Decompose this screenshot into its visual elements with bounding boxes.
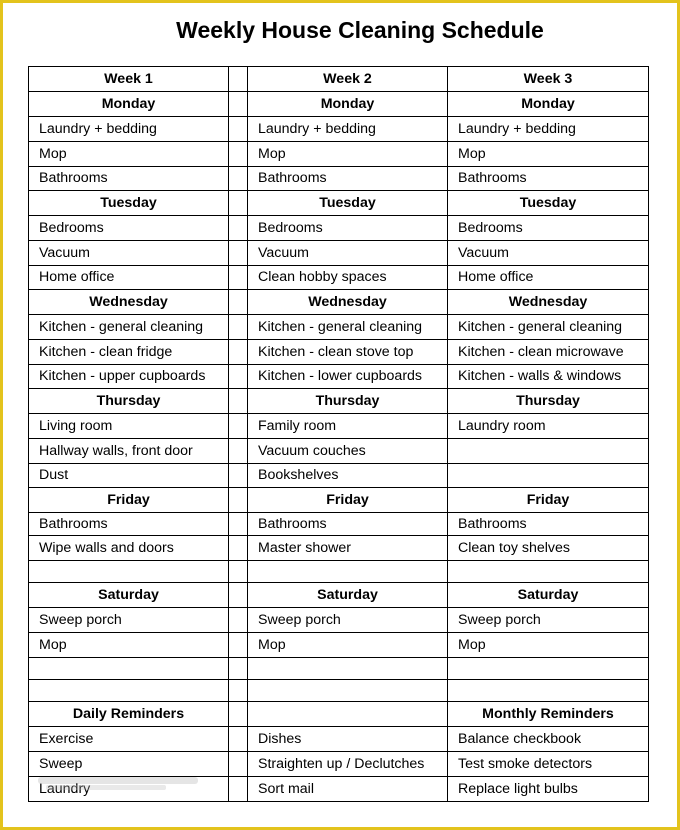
week1-cell: Friday: [29, 488, 229, 513]
gap-cell: [229, 658, 248, 680]
week1-cell: Hallway walls, front door: [29, 439, 229, 464]
table-header-row: [29, 702, 649, 727]
table-row: [29, 633, 649, 658]
week3-cell: Home office: [448, 266, 649, 290]
table-header-row: [29, 290, 649, 315]
table-row: [29, 777, 649, 802]
gap-cell: [229, 680, 248, 702]
week2-cell: Laundry + bedding: [248, 117, 448, 142]
week2-cell: Saturday: [248, 583, 448, 608]
week2-cell: Dishes: [248, 727, 448, 752]
week2-cell: Bookshelves: [248, 464, 448, 488]
gap-cell: [229, 241, 248, 266]
week3-cell: Mop: [448, 633, 649, 658]
week2-cell: Kitchen - clean stove top: [248, 340, 448, 365]
week2-cell: Straighten up / Declutches: [248, 752, 448, 777]
gap-cell: [229, 92, 248, 117]
week2-cell: Sweep porch: [248, 608, 448, 633]
week1-cell: Daily Reminders: [29, 702, 229, 727]
table-header-row: [29, 67, 649, 92]
week1-cell: Laundry + bedding: [29, 117, 229, 142]
gap-cell: [229, 536, 248, 561]
gap-cell: [229, 464, 248, 488]
week2-cell: Kitchen - general cleaning: [248, 315, 448, 340]
week1-cell: Kitchen - general cleaning: [29, 315, 229, 340]
table-row: [29, 142, 649, 167]
week3-cell: Balance checkbook: [448, 727, 649, 752]
gap-cell: [229, 290, 248, 315]
gap-cell: [229, 513, 248, 536]
week1-cell: Week 1: [29, 67, 229, 92]
week1-cell: Bathrooms: [29, 167, 229, 191]
week1-cell: Monday: [29, 92, 229, 117]
table-header-row: [29, 92, 649, 117]
week3-cell: [448, 561, 649, 583]
week3-cell: Bedrooms: [448, 216, 649, 241]
week3-cell: Sweep porch: [448, 608, 649, 633]
week3-cell: Kitchen - clean microwave: [448, 340, 649, 365]
week3-cell: Friday: [448, 488, 649, 513]
gap-cell: [229, 583, 248, 608]
week3-cell: Monthly Reminders: [448, 702, 649, 727]
table-row: [29, 680, 649, 702]
week3-cell: [448, 464, 649, 488]
week2-cell: [248, 658, 448, 680]
week3-cell: Replace light bulbs: [448, 777, 649, 802]
table-row: [29, 464, 649, 488]
table-header-row: [29, 191, 649, 216]
week2-cell: Friday: [248, 488, 448, 513]
week1-cell: Thursday: [29, 389, 229, 414]
gap-cell: [229, 67, 248, 92]
week3-cell: Week 3: [448, 67, 649, 92]
week2-cell: Family room: [248, 414, 448, 439]
week2-cell: Tuesday: [248, 191, 448, 216]
week3-cell: Mop: [448, 142, 649, 167]
week1-cell: Mop: [29, 142, 229, 167]
table-row: [29, 658, 649, 680]
table-row: [29, 752, 649, 777]
gap-cell: [229, 191, 248, 216]
week1-cell: Sweep porch: [29, 608, 229, 633]
table-row: [29, 365, 649, 389]
gap-cell: [229, 167, 248, 191]
table-header-row: [29, 488, 649, 513]
gap-cell: [229, 216, 248, 241]
week3-cell: Thursday: [448, 389, 649, 414]
page-title: Weekly House Cleaning Schedule: [176, 17, 544, 43]
week3-cell: Laundry room: [448, 414, 649, 439]
table-header-row: [29, 389, 649, 414]
week1-cell: [29, 680, 229, 702]
week3-cell: Kitchen - walls & windows: [448, 365, 649, 389]
gap-cell: [229, 752, 248, 777]
week2-cell: Master shower: [248, 536, 448, 561]
week2-cell: Week 2: [248, 67, 448, 92]
week2-cell: Mop: [248, 142, 448, 167]
week1-cell: Tuesday: [29, 191, 229, 216]
gap-cell: [229, 608, 248, 633]
week1-cell: Vacuum: [29, 241, 229, 266]
week2-cell: Sort mail: [248, 777, 448, 802]
gap-cell: [229, 266, 248, 290]
table-row: [29, 727, 649, 752]
week3-cell: Monday: [448, 92, 649, 117]
table-row: [29, 266, 649, 290]
week2-cell: Thursday: [248, 389, 448, 414]
week2-cell: Bathrooms: [248, 513, 448, 536]
week1-cell: Laundry: [29, 777, 229, 802]
week2-cell: Kitchen - lower cupboards: [248, 365, 448, 389]
week1-cell: [29, 561, 229, 583]
table-row: [29, 414, 649, 439]
week1-cell: Wednesday: [29, 290, 229, 315]
table-row: [29, 117, 649, 142]
schedule-table: [28, 66, 649, 802]
week2-cell: Bathrooms: [248, 167, 448, 191]
table-row: [29, 241, 649, 266]
week3-cell: Kitchen - general cleaning: [448, 315, 649, 340]
week3-cell: Saturday: [448, 583, 649, 608]
gap-cell: [229, 117, 248, 142]
week3-cell: [448, 680, 649, 702]
week2-cell: Wednesday: [248, 290, 448, 315]
table-row: [29, 561, 649, 583]
week1-cell: Saturday: [29, 583, 229, 608]
week1-cell: Mop: [29, 633, 229, 658]
table-row: [29, 315, 649, 340]
gap-cell: [229, 315, 248, 340]
week2-cell: Clean hobby spaces: [248, 266, 448, 290]
gap-cell: [229, 488, 248, 513]
week1-cell: Kitchen - clean fridge: [29, 340, 229, 365]
gap-cell: [229, 340, 248, 365]
week1-cell: Kitchen - upper cupboards: [29, 365, 229, 389]
week3-cell: Clean toy shelves: [448, 536, 649, 561]
week1-cell: Bedrooms: [29, 216, 229, 241]
table-row: [29, 439, 649, 464]
gap-cell: [229, 702, 248, 727]
table-row: [29, 167, 649, 191]
week1-cell: [29, 658, 229, 680]
table-row: [29, 340, 649, 365]
week2-cell: [248, 702, 448, 727]
table-row: [29, 608, 649, 633]
week1-cell: Home office: [29, 266, 229, 290]
week2-cell: [248, 561, 448, 583]
week3-cell: [448, 439, 649, 464]
week1-cell: Exercise: [29, 727, 229, 752]
gap-cell: [229, 777, 248, 802]
week2-cell: Monday: [248, 92, 448, 117]
week2-cell: Bedrooms: [248, 216, 448, 241]
week1-cell: Sweep: [29, 752, 229, 777]
week3-cell: Test smoke detectors: [448, 752, 649, 777]
table-row: [29, 216, 649, 241]
week1-cell: Bathrooms: [29, 513, 229, 536]
week2-cell: Vacuum couches: [248, 439, 448, 464]
table-header-row: [29, 583, 649, 608]
gap-cell: [229, 633, 248, 658]
gap-cell: [229, 561, 248, 583]
gap-cell: [229, 439, 248, 464]
week2-cell: Mop: [248, 633, 448, 658]
week3-cell: Wednesday: [448, 290, 649, 315]
week3-cell: Bathrooms: [448, 167, 649, 191]
week2-cell: [248, 680, 448, 702]
table-row: [29, 513, 649, 536]
table-row: [29, 536, 649, 561]
gap-cell: [229, 414, 248, 439]
week2-cell: Vacuum: [248, 241, 448, 266]
gap-cell: [229, 727, 248, 752]
week3-cell: Vacuum: [448, 241, 649, 266]
week1-cell: Wipe walls and doors: [29, 536, 229, 561]
week3-cell: Bathrooms: [448, 513, 649, 536]
week3-cell: [448, 658, 649, 680]
gap-cell: [229, 365, 248, 389]
week1-cell: Living room: [29, 414, 229, 439]
week1-cell: Dust: [29, 464, 229, 488]
week3-cell: Laundry + bedding: [448, 117, 649, 142]
gap-cell: [229, 142, 248, 167]
week3-cell: Tuesday: [448, 191, 649, 216]
gap-cell: [229, 389, 248, 414]
